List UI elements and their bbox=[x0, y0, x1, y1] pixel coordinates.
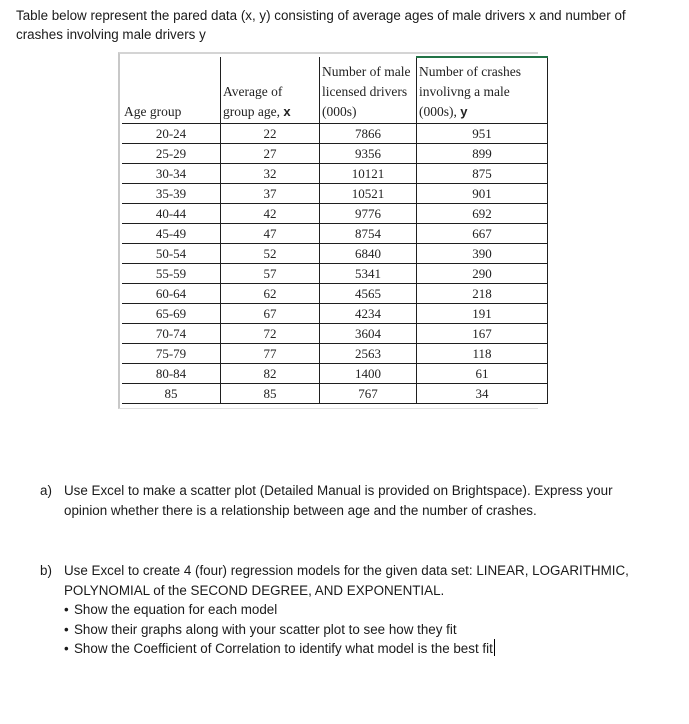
crashes-cell[interactable]: 34 bbox=[417, 384, 548, 404]
crashes-cell[interactable]: 218 bbox=[417, 284, 548, 304]
table-row bbox=[122, 204, 548, 224]
average-age-cell[interactable]: 85 bbox=[221, 384, 320, 404]
crashes-cell[interactable]: 951 bbox=[417, 124, 548, 144]
licensed-drivers-cell[interactable]: 10121 bbox=[320, 164, 417, 184]
crashes-cell[interactable]: 667 bbox=[417, 224, 548, 244]
bullet-text: Show their graphs along with your scatter plot to see how they fit bbox=[74, 621, 457, 637]
data-table bbox=[122, 56, 548, 404]
table-row bbox=[122, 124, 548, 144]
question-b-text: Use Excel to create 4 (four) regression models for the given data set: LINEAR, LOGARITHMIC, POLYNOMIAL of the SECOND DEGREE, AND EXPONENTIAL. bbox=[64, 563, 629, 598]
variable-x: x bbox=[283, 104, 291, 119]
average-age-cell[interactable]: 82 bbox=[221, 364, 320, 384]
table-row bbox=[122, 284, 548, 304]
average-age-cell[interactable]: 22 bbox=[221, 124, 320, 144]
age-group-cell[interactable]: 45-49 bbox=[122, 224, 221, 244]
crashes-cell[interactable]: 191 bbox=[417, 304, 548, 324]
table-header-row bbox=[122, 57, 548, 124]
licensed-drivers-cell[interactable]: 3604 bbox=[320, 324, 417, 344]
bullet-icon: • bbox=[64, 641, 69, 656]
age-group-cell[interactable]: 20-24 bbox=[122, 124, 221, 144]
age-group-cell[interactable]: 30-34 bbox=[122, 164, 221, 184]
header-label: Age group bbox=[124, 104, 182, 119]
question-a bbox=[40, 481, 640, 520]
bullet-icon: • bbox=[64, 621, 69, 637]
crashes-cell[interactable]: 901 bbox=[417, 184, 548, 204]
crashes-cell[interactable]: 167 bbox=[417, 324, 548, 344]
bullet-text: Show the equation for each model bbox=[74, 602, 278, 617]
average-age-cell[interactable]: 77 bbox=[221, 344, 320, 364]
crashes-cell[interactable]: 899 bbox=[417, 144, 548, 164]
average-age-cell[interactable]: 52 bbox=[221, 244, 320, 264]
licensed-drivers-cell[interactable]: 4565 bbox=[320, 284, 417, 304]
average-age-cell[interactable]: 27 bbox=[221, 144, 320, 164]
average-age-cell[interactable]: 67 bbox=[221, 304, 320, 324]
crashes-cell[interactable]: 390 bbox=[417, 244, 548, 264]
header-average-age-x bbox=[221, 57, 320, 124]
bullet-item bbox=[64, 620, 660, 640]
question-a-text: Use Excel to make a scatter plot (Detailed Manual is provided on Brightspace). Express your opinion whether there is a relationship between age and the number of crashes. bbox=[64, 483, 613, 518]
table-row bbox=[122, 144, 548, 164]
table-row bbox=[122, 344, 548, 364]
table-row bbox=[122, 244, 548, 264]
average-age-cell[interactable]: 32 bbox=[221, 164, 320, 184]
age-group-cell[interactable]: 55-59 bbox=[122, 264, 221, 284]
age-group-cell[interactable]: 60-64 bbox=[122, 284, 221, 304]
table-row bbox=[122, 264, 548, 284]
table-body bbox=[122, 124, 548, 404]
bullet-item bbox=[64, 639, 660, 659]
licensed-drivers-cell[interactable]: 5341 bbox=[320, 264, 417, 284]
question-a-label: a) bbox=[40, 483, 52, 498]
age-group-cell[interactable]: 80-84 bbox=[122, 364, 221, 384]
age-group-cell[interactable]: 75-79 bbox=[122, 344, 221, 364]
header-label: Average of group age, bbox=[223, 84, 284, 119]
licensed-drivers-cell[interactable]: 1400 bbox=[320, 364, 417, 384]
table-row bbox=[122, 184, 548, 204]
age-group-cell[interactable]: 50-54 bbox=[122, 244, 221, 264]
age-group-cell[interactable]: 85 bbox=[122, 384, 221, 404]
table-row bbox=[122, 224, 548, 244]
header-label: Number of crashes involivng a male (000s), bbox=[419, 64, 521, 119]
crashes-cell[interactable]: 61 bbox=[417, 364, 548, 384]
average-age-cell[interactable]: 62 bbox=[221, 284, 320, 304]
intro-paragraph: Table below represent the pared data (x, y) consisting of average ages of male drivers x and number of crashes involving male drivers y bbox=[16, 8, 626, 42]
licensed-drivers-cell[interactable]: 8754 bbox=[320, 224, 417, 244]
variable-y: y bbox=[460, 104, 468, 119]
age-group-cell[interactable]: 65-69 bbox=[122, 304, 221, 324]
licensed-drivers-cell[interactable]: 9776 bbox=[320, 204, 417, 224]
licensed-drivers-cell[interactable]: 9356 bbox=[320, 144, 417, 164]
header-licensed-drivers bbox=[320, 57, 417, 124]
question-b bbox=[40, 561, 660, 659]
bullet-icon: • bbox=[64, 602, 69, 617]
average-age-cell[interactable]: 37 bbox=[221, 184, 320, 204]
age-group-cell[interactable]: 40-44 bbox=[122, 204, 221, 224]
age-group-cell[interactable]: 25-29 bbox=[122, 144, 221, 164]
header-label: Number of male licensed drivers (000s) bbox=[322, 64, 411, 119]
licensed-drivers-cell[interactable]: 767 bbox=[320, 384, 417, 404]
crashes-cell[interactable]: 118 bbox=[417, 344, 548, 364]
crashes-cell[interactable]: 290 bbox=[417, 264, 548, 284]
crashes-cell[interactable]: 692 bbox=[417, 204, 548, 224]
age-group-cell[interactable]: 35-39 bbox=[122, 184, 221, 204]
licensed-drivers-cell[interactable]: 6840 bbox=[320, 244, 417, 264]
average-age-cell[interactable]: 47 bbox=[221, 224, 320, 244]
licensed-drivers-cell[interactable]: 10521 bbox=[320, 184, 417, 204]
table-row bbox=[122, 384, 548, 404]
bullet-text: Show the Coefficient of Correlation to identify what model is the best fit bbox=[74, 641, 493, 656]
question-b-label: b) bbox=[40, 563, 52, 578]
average-age-cell[interactable]: 57 bbox=[221, 264, 320, 284]
table-row bbox=[122, 304, 548, 324]
table-row bbox=[122, 324, 548, 344]
average-age-cell[interactable]: 42 bbox=[221, 204, 320, 224]
licensed-drivers-cell[interactable]: 7866 bbox=[320, 124, 417, 144]
age-group-cell[interactable]: 70-74 bbox=[122, 324, 221, 344]
licensed-drivers-cell[interactable]: 2563 bbox=[320, 344, 417, 364]
header-crashes-y[interactable] bbox=[417, 57, 548, 124]
text-cursor bbox=[494, 639, 495, 656]
licensed-drivers-cell[interactable]: 4234 bbox=[320, 304, 417, 324]
table-row bbox=[122, 164, 548, 184]
average-age-cell[interactable]: 72 bbox=[221, 324, 320, 344]
bullet-item bbox=[64, 600, 660, 620]
header-age-group bbox=[122, 57, 221, 124]
crashes-cell[interactable]: 875 bbox=[417, 164, 548, 184]
table-row bbox=[122, 364, 548, 384]
question-b-bullets bbox=[40, 600, 660, 659]
